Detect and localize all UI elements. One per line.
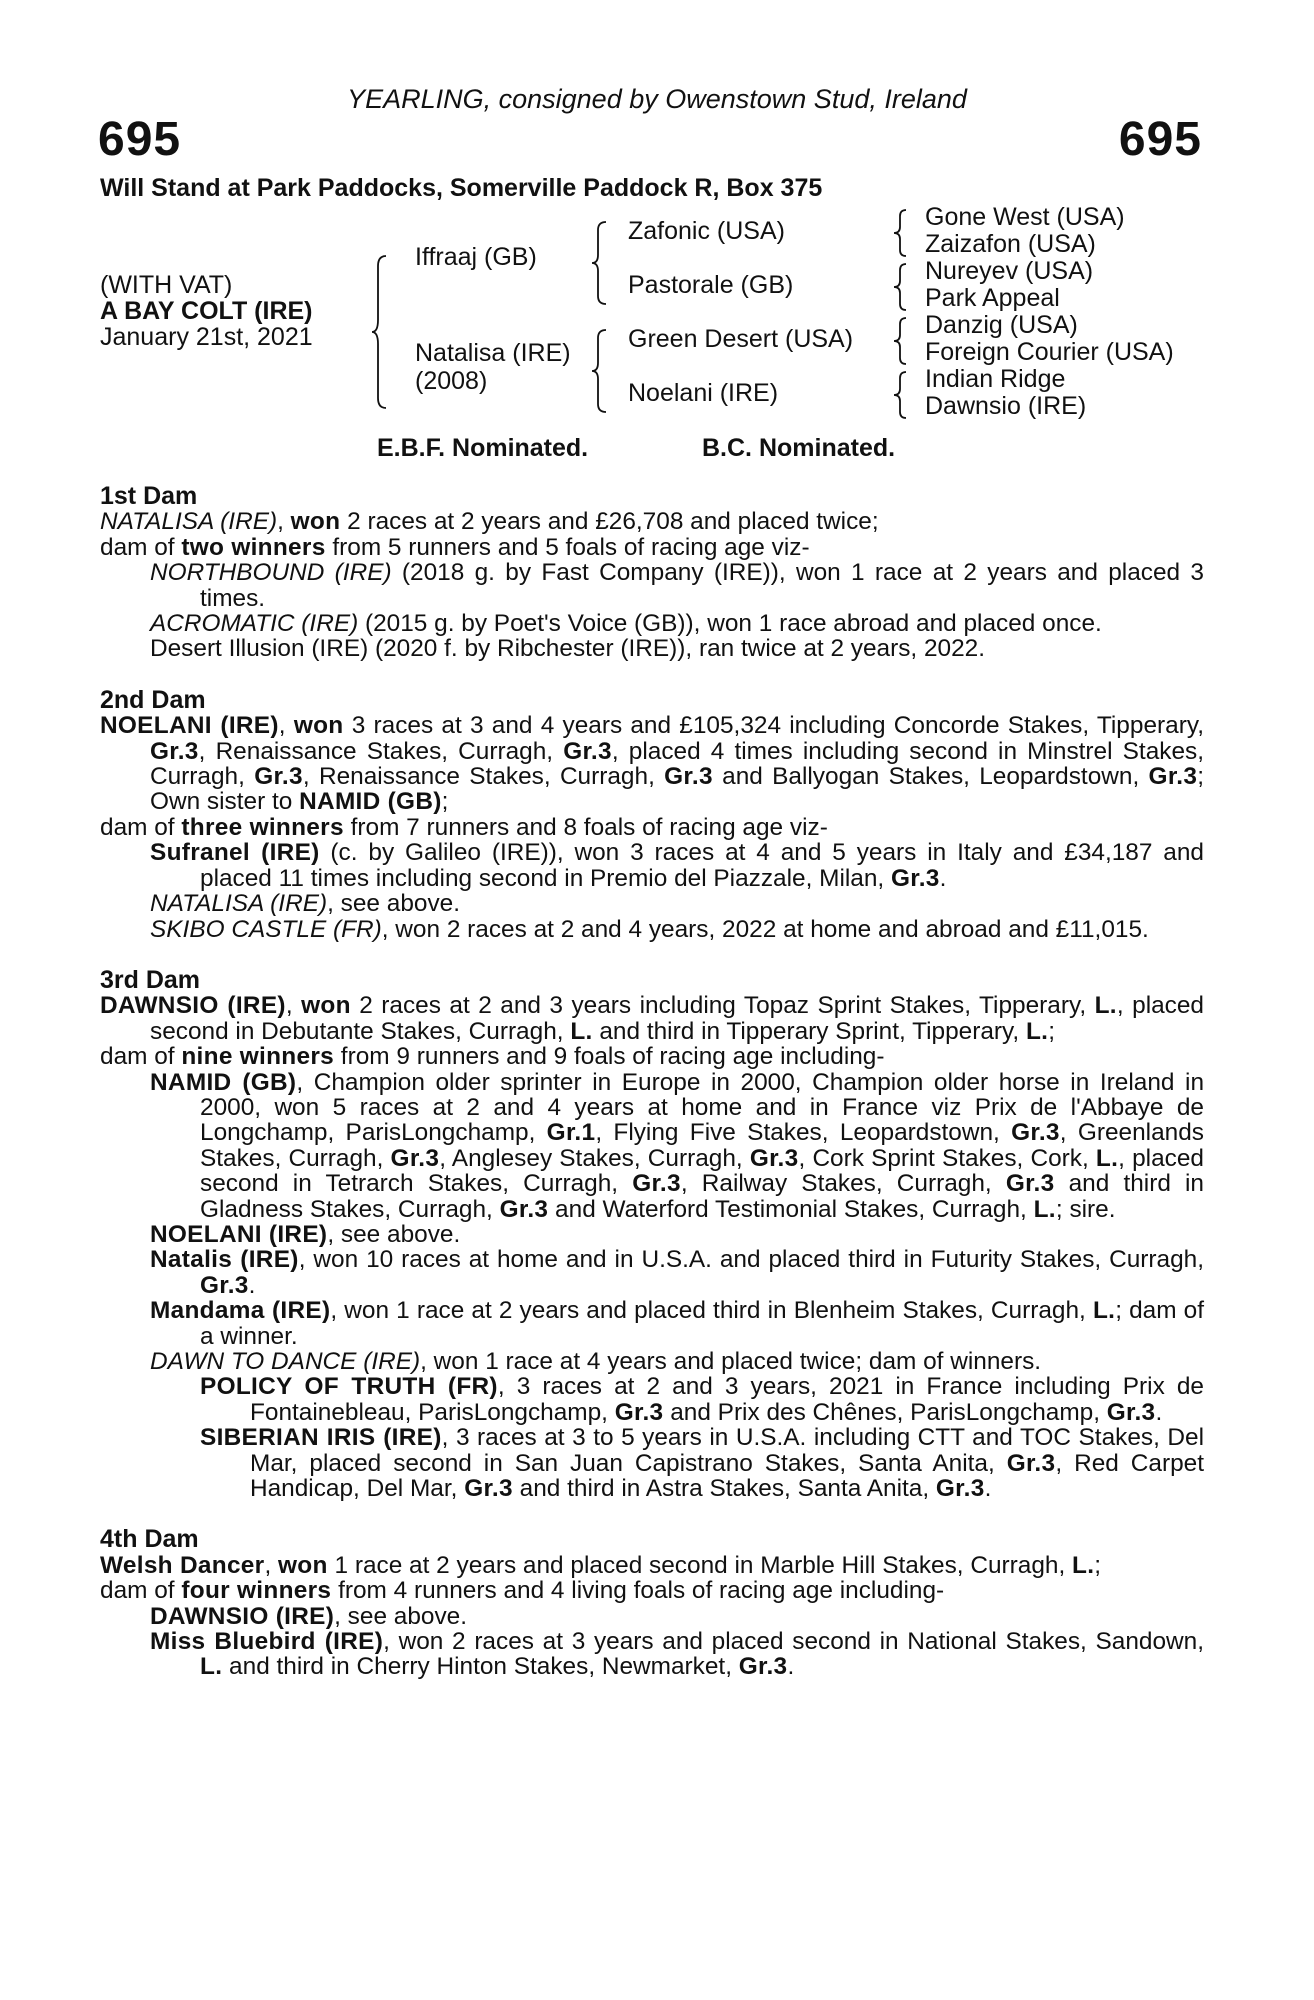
- text-run: Gr.3: [563, 737, 612, 765]
- text-run: four winners: [181, 1577, 332, 1605]
- dam-heading: 1st Dam: [100, 482, 198, 510]
- lot-number-right: 695: [1118, 113, 1202, 166]
- text-run: Gr.3: [1011, 1119, 1060, 1147]
- brace-noelani: [892, 370, 910, 420]
- text-run: NATALISA (IRE): [150, 890, 328, 918]
- pedigree-sdd: Park Appeal: [925, 284, 1060, 312]
- brace-zafonic: [892, 208, 910, 258]
- text-run: nine winners: [181, 1043, 335, 1071]
- text-run: Miss Bluebird (IRE): [150, 1628, 384, 1656]
- text-run: ; dam of a winner.: [200, 1297, 1205, 1350]
- text-run: NOELANI (IRE): [150, 1220, 328, 1248]
- produce-record: [100, 917, 1204, 942]
- text-run: L.: [200, 1653, 223, 1681]
- dam-record: [100, 535, 1204, 560]
- text-run: , Greenlands Stakes, Curragh,: [200, 1119, 1204, 1172]
- text-run: dam of: [100, 1043, 182, 1071]
- consignor-line: YEARLING, consigned by Owenstown Stud, Ireland: [347, 84, 967, 114]
- produce-record: [100, 1425, 1204, 1501]
- text-run: , won 2 races at 3 years and placed second in National Stakes, Sandown,: [383, 1628, 1204, 1656]
- text-run: DAWNSIO (IRE): [150, 1602, 335, 1630]
- text-run: two winners: [181, 533, 326, 561]
- text-run: , Champion older sprinter in Europe in 2000, Champion older horse in Ireland in 2000, won 5 races at 2 and 4 years at home and in France viz Prix de l'Abbaye de Longchamp, ParisLongchamp,: [200, 1068, 1205, 1147]
- text-run: from 7 runners and 8 foals of racing age viz-: [343, 813, 828, 841]
- text-run: , see above.: [327, 1220, 461, 1248]
- dam-section: [100, 685, 1204, 943]
- produce-record: [100, 891, 1204, 916]
- text-run: ; Own sister to: [150, 763, 1204, 816]
- text-run: Gr.3: [1106, 1398, 1156, 1426]
- text-run: 2 races at 2 years and £26,708 and placed twice;: [340, 508, 879, 536]
- text-run: won: [293, 712, 344, 740]
- dam-section: [100, 484, 1204, 662]
- text-run: , won 1 race at 4 years and placed twice; dam of winners.: [420, 1348, 1042, 1375]
- text-run: .: [1155, 1398, 1163, 1426]
- text-run: won: [290, 508, 341, 536]
- text-run: NOELANI (IRE): [100, 712, 279, 740]
- text-run: Gr.3: [254, 763, 303, 791]
- dam-heading: 2nd Dam: [100, 685, 206, 714]
- dam-heading: 4th Dam: [100, 1525, 199, 1554]
- text-run: three winners: [181, 813, 344, 841]
- text-run: NAMID (GB): [150, 1068, 297, 1096]
- brace-pastorale: [892, 262, 910, 312]
- text-run: POLICY OF TRUTH (FR): [200, 1373, 498, 1401]
- horse-name: A BAY COLT (IRE): [100, 297, 313, 325]
- text-run: Gr.3: [390, 1144, 440, 1172]
- pedigree-ddd: Dawnsio (IRE): [925, 392, 1087, 420]
- produce-record: [100, 1070, 1204, 1222]
- dam-record: [100, 713, 1204, 815]
- text-run: and third in Gladness Stakes, Curragh,: [200, 1170, 1205, 1223]
- text-run: and third in Astra Stakes, Santa Anita,: [512, 1475, 936, 1503]
- brace-dam: [590, 328, 610, 414]
- bc-nomination: B.C. Nominated.: [702, 434, 896, 462]
- text-run: Desert Illusion (IRE) (2020 f. by Ribchester (IRE)), ran twice at 2 years, 2022.: [150, 635, 986, 663]
- text-run: from 5 runners and 5 foals of racing age viz-: [325, 533, 810, 561]
- pedigree-dam-dam: Noelani (IRE): [628, 379, 779, 407]
- text-run: Gr.3: [664, 763, 713, 791]
- text-run: SKIBO CASTLE (FR): [150, 915, 382, 943]
- text-run: ,: [277, 508, 291, 536]
- pedigree-sds: Nureyev (USA): [925, 257, 1094, 285]
- text-run: , Renaissance Stakes, Curragh,: [302, 763, 665, 791]
- produce-record: [100, 1604, 1204, 1629]
- text-run: and Prix des Chênes, ParisLongchamp,: [663, 1398, 1107, 1426]
- text-run: , placed second in Debutante Stakes, Curragh,: [150, 992, 1205, 1045]
- pedigree-dam-year: (2008): [415, 367, 488, 395]
- text-run: Gr.3: [1005, 1170, 1055, 1198]
- text-run: Gr.1: [546, 1119, 596, 1147]
- dam-record: [100, 1044, 1204, 1069]
- dam-record: [100, 815, 1204, 840]
- text-run: Gr.3: [749, 1144, 799, 1172]
- dam-section: [100, 1527, 1204, 1679]
- text-run: , placed second in Tetrarch Stakes, Curragh,: [200, 1144, 1204, 1198]
- text-run: won: [278, 1551, 328, 1579]
- pedigree-dsd: Foreign Courier (USA): [925, 338, 1174, 366]
- ebf-nomination: E.B.F. Nominated.: [377, 434, 589, 462]
- text-run: L.: [1033, 1195, 1056, 1223]
- pedigree-dss: Danzig (USA): [925, 311, 1078, 339]
- stabling-location: Will Stand at Park Paddocks, Somerville Paddock R, Box 375: [100, 174, 823, 202]
- text-run: Gr.3: [890, 864, 940, 892]
- text-run: ;: [1094, 1551, 1102, 1579]
- text-run: Natalis (IRE): [150, 1246, 299, 1274]
- produce-record: [100, 1349, 1204, 1374]
- produce-record: [100, 1222, 1204, 1247]
- text-run: 2 races at 2 and 3 years including Topaz Sprint Stakes, Tipperary,: [350, 992, 1095, 1020]
- produce-record: [100, 840, 1204, 891]
- text-run: Gr.3: [499, 1195, 549, 1223]
- text-run: DAWN TO DANCE (IRE): [150, 1348, 421, 1375]
- text-run: 1 race at 2 years and placed second in Marble Hill Stakes, Curragh,: [327, 1551, 1072, 1579]
- pedigree-dam-sire: Green Desert (USA): [628, 325, 854, 353]
- text-run: , Railway Stakes, Curragh,: [680, 1170, 1006, 1198]
- produce-record: [100, 1629, 1204, 1680]
- text-run: ;: [1048, 1017, 1056, 1045]
- text-run: Gr.3: [200, 1271, 249, 1299]
- text-run: won: [301, 992, 351, 1020]
- text-run: L.: [1072, 1551, 1095, 1579]
- text-run: Gr.3: [632, 1170, 681, 1198]
- produce-record: [100, 560, 1204, 611]
- text-run: Welsh Dancer: [100, 1551, 265, 1579]
- produce-record: [100, 1247, 1204, 1298]
- text-run: , won 1 race at 2 years and placed third in Blenheim Stakes, Curragh,: [330, 1297, 1093, 1325]
- text-run: L.: [1095, 1144, 1119, 1172]
- dam-record: [100, 1578, 1204, 1603]
- pedigree-dds: Indian Ridge: [925, 365, 1066, 393]
- text-run: dam of: [100, 533, 182, 561]
- text-run: ;: [441, 788, 449, 816]
- text-run: Gr.3: [1006, 1449, 1056, 1477]
- text-run: , 3 races at 2 and 3 years, 2021 in France including Prix de Fontainebleau, ParisLongchamp,: [250, 1373, 1204, 1426]
- text-run: , see above.: [334, 1602, 468, 1630]
- dam-section: [100, 965, 1205, 1503]
- produce-record: [100, 1298, 1204, 1349]
- text-run: Sufranel (IRE): [150, 839, 320, 867]
- produce-record: [100, 611, 1204, 636]
- pedigree-sire-dam: Pastorale (GB): [628, 271, 794, 299]
- dam-sections: [100, 484, 1204, 1706]
- text-run: (2015 g. by Poet's Voice (GB)), won 1 race abroad and placed once.: [358, 610, 1102, 638]
- text-run: dam of: [100, 1577, 182, 1605]
- text-run: , 3 races at 3 to 5 years in U.S.A. including CTT and TOC Stakes, Del Mar, placed second in San Juan Capistrano Stakes, Santa Anita,: [250, 1424, 1204, 1477]
- text-run: , placed 4 times including second in Minstrel Stakes, Curragh,: [150, 737, 1204, 791]
- dam-record: [100, 509, 1204, 534]
- text-run: and Ballyogan Stakes, Leopardstown,: [712, 763, 1149, 791]
- text-run: (2018 g. by Fast Company (IRE)), won 1 race at 2 years and placed 3 times.: [200, 559, 1204, 612]
- text-run: NORTHBOUND (IRE): [150, 559, 392, 587]
- text-run: Mandama (IRE): [150, 1297, 331, 1325]
- text-run: DAWNSIO (IRE): [100, 992, 286, 1020]
- produce-record: [100, 1374, 1204, 1425]
- text-run: ,: [278, 712, 294, 740]
- text-run: , Red Carpet Handicap, Del Mar,: [250, 1449, 1205, 1503]
- brace-horse: [370, 254, 390, 410]
- text-run: Gr.3: [614, 1398, 664, 1426]
- text-run: .: [248, 1271, 256, 1299]
- text-run: L.: [570, 1017, 593, 1045]
- text-run: and third in Tipperary Sprint, Tipperary,: [592, 1017, 1026, 1045]
- text-run: Gr.3: [1148, 763, 1198, 791]
- text-run: .: [984, 1475, 992, 1503]
- text-run: ,: [285, 992, 302, 1020]
- text-run: , Anglesey Stakes, Curragh,: [439, 1144, 750, 1172]
- text-run: ACROMATIC (IRE): [150, 610, 359, 638]
- text-run: dam of: [100, 813, 182, 841]
- dam-record: [100, 993, 1204, 1044]
- text-run: NATALISA (IRE): [100, 508, 278, 536]
- pedigree-dam: Natalisa (IRE): [415, 339, 571, 367]
- text-run: (c. by Galileo (IRE)), won 3 races at 4 and 5 years in Italy and £34,187 and placed 11 times including second in Premio del Piazzale, Milan,: [200, 839, 1204, 892]
- text-run: , won 10 races at home and in U.S.A. and placed third in Futurity Stakes, Curragh,: [298, 1246, 1204, 1274]
- text-run: Gr.3: [935, 1475, 985, 1503]
- pedigree-sire-sire: Zafonic (USA): [628, 217, 785, 245]
- text-run: from 9 runners and 9 foals of racing age including-: [334, 1043, 885, 1071]
- text-run: NAMID (GB): [299, 788, 442, 816]
- text-run: L.: [1094, 992, 1117, 1020]
- text-run: L.: [1092, 1297, 1116, 1325]
- dam-heading: 3rd Dam: [100, 965, 201, 994]
- foaling-date: January 21st, 2021: [100, 323, 313, 351]
- text-run: and Waterford Testimonial Stakes, Curragh,: [548, 1195, 1034, 1223]
- text-run: Gr.3: [738, 1653, 788, 1681]
- text-run: ; sire.: [1055, 1195, 1116, 1223]
- text-run: , won 2 races at 2 and 4 years, 2022 at home and abroad and £11,015.: [381, 915, 1149, 943]
- text-run: , Renaissance Stakes, Curragh,: [198, 737, 564, 765]
- pedigree-sire: Iffraaj (GB): [415, 243, 537, 271]
- brace-sire: [590, 220, 610, 306]
- text-run: Gr.3: [464, 1475, 513, 1503]
- lot-number-left: 695: [98, 113, 182, 166]
- brace-green-desert: [892, 316, 910, 366]
- text-run: SIBERIAN IRIS (IRE): [200, 1424, 442, 1452]
- text-run: and third in Cherry Hinton Stakes, Newmarket,: [222, 1653, 739, 1681]
- vat-note: (WITH VAT): [100, 271, 233, 299]
- text-run: L.: [1025, 1017, 1049, 1045]
- text-run: Gr.3: [150, 737, 199, 765]
- text-run: .: [787, 1653, 795, 1681]
- text-run: 3 races at 3 and 4 years and £105,324 including Concorde Stakes, Tipperary,: [343, 712, 1204, 740]
- text-run: from 4 runners and 4 living foals of racing age including-: [331, 1577, 945, 1605]
- text-run: ,: [264, 1551, 279, 1579]
- pedigree-sss: Gone West (USA): [925, 203, 1125, 231]
- text-run: , Cork Sprint Stakes, Cork,: [798, 1144, 1096, 1172]
- text-run: , see above.: [327, 890, 460, 918]
- text-run: .: [939, 864, 947, 892]
- dam-record: [100, 1553, 1204, 1578]
- text-run: , Flying Five Stakes, Leopardstown,: [595, 1119, 1012, 1147]
- pedigree-ssd: Zaizafon (USA): [925, 230, 1096, 258]
- produce-record: [100, 636, 1204, 661]
